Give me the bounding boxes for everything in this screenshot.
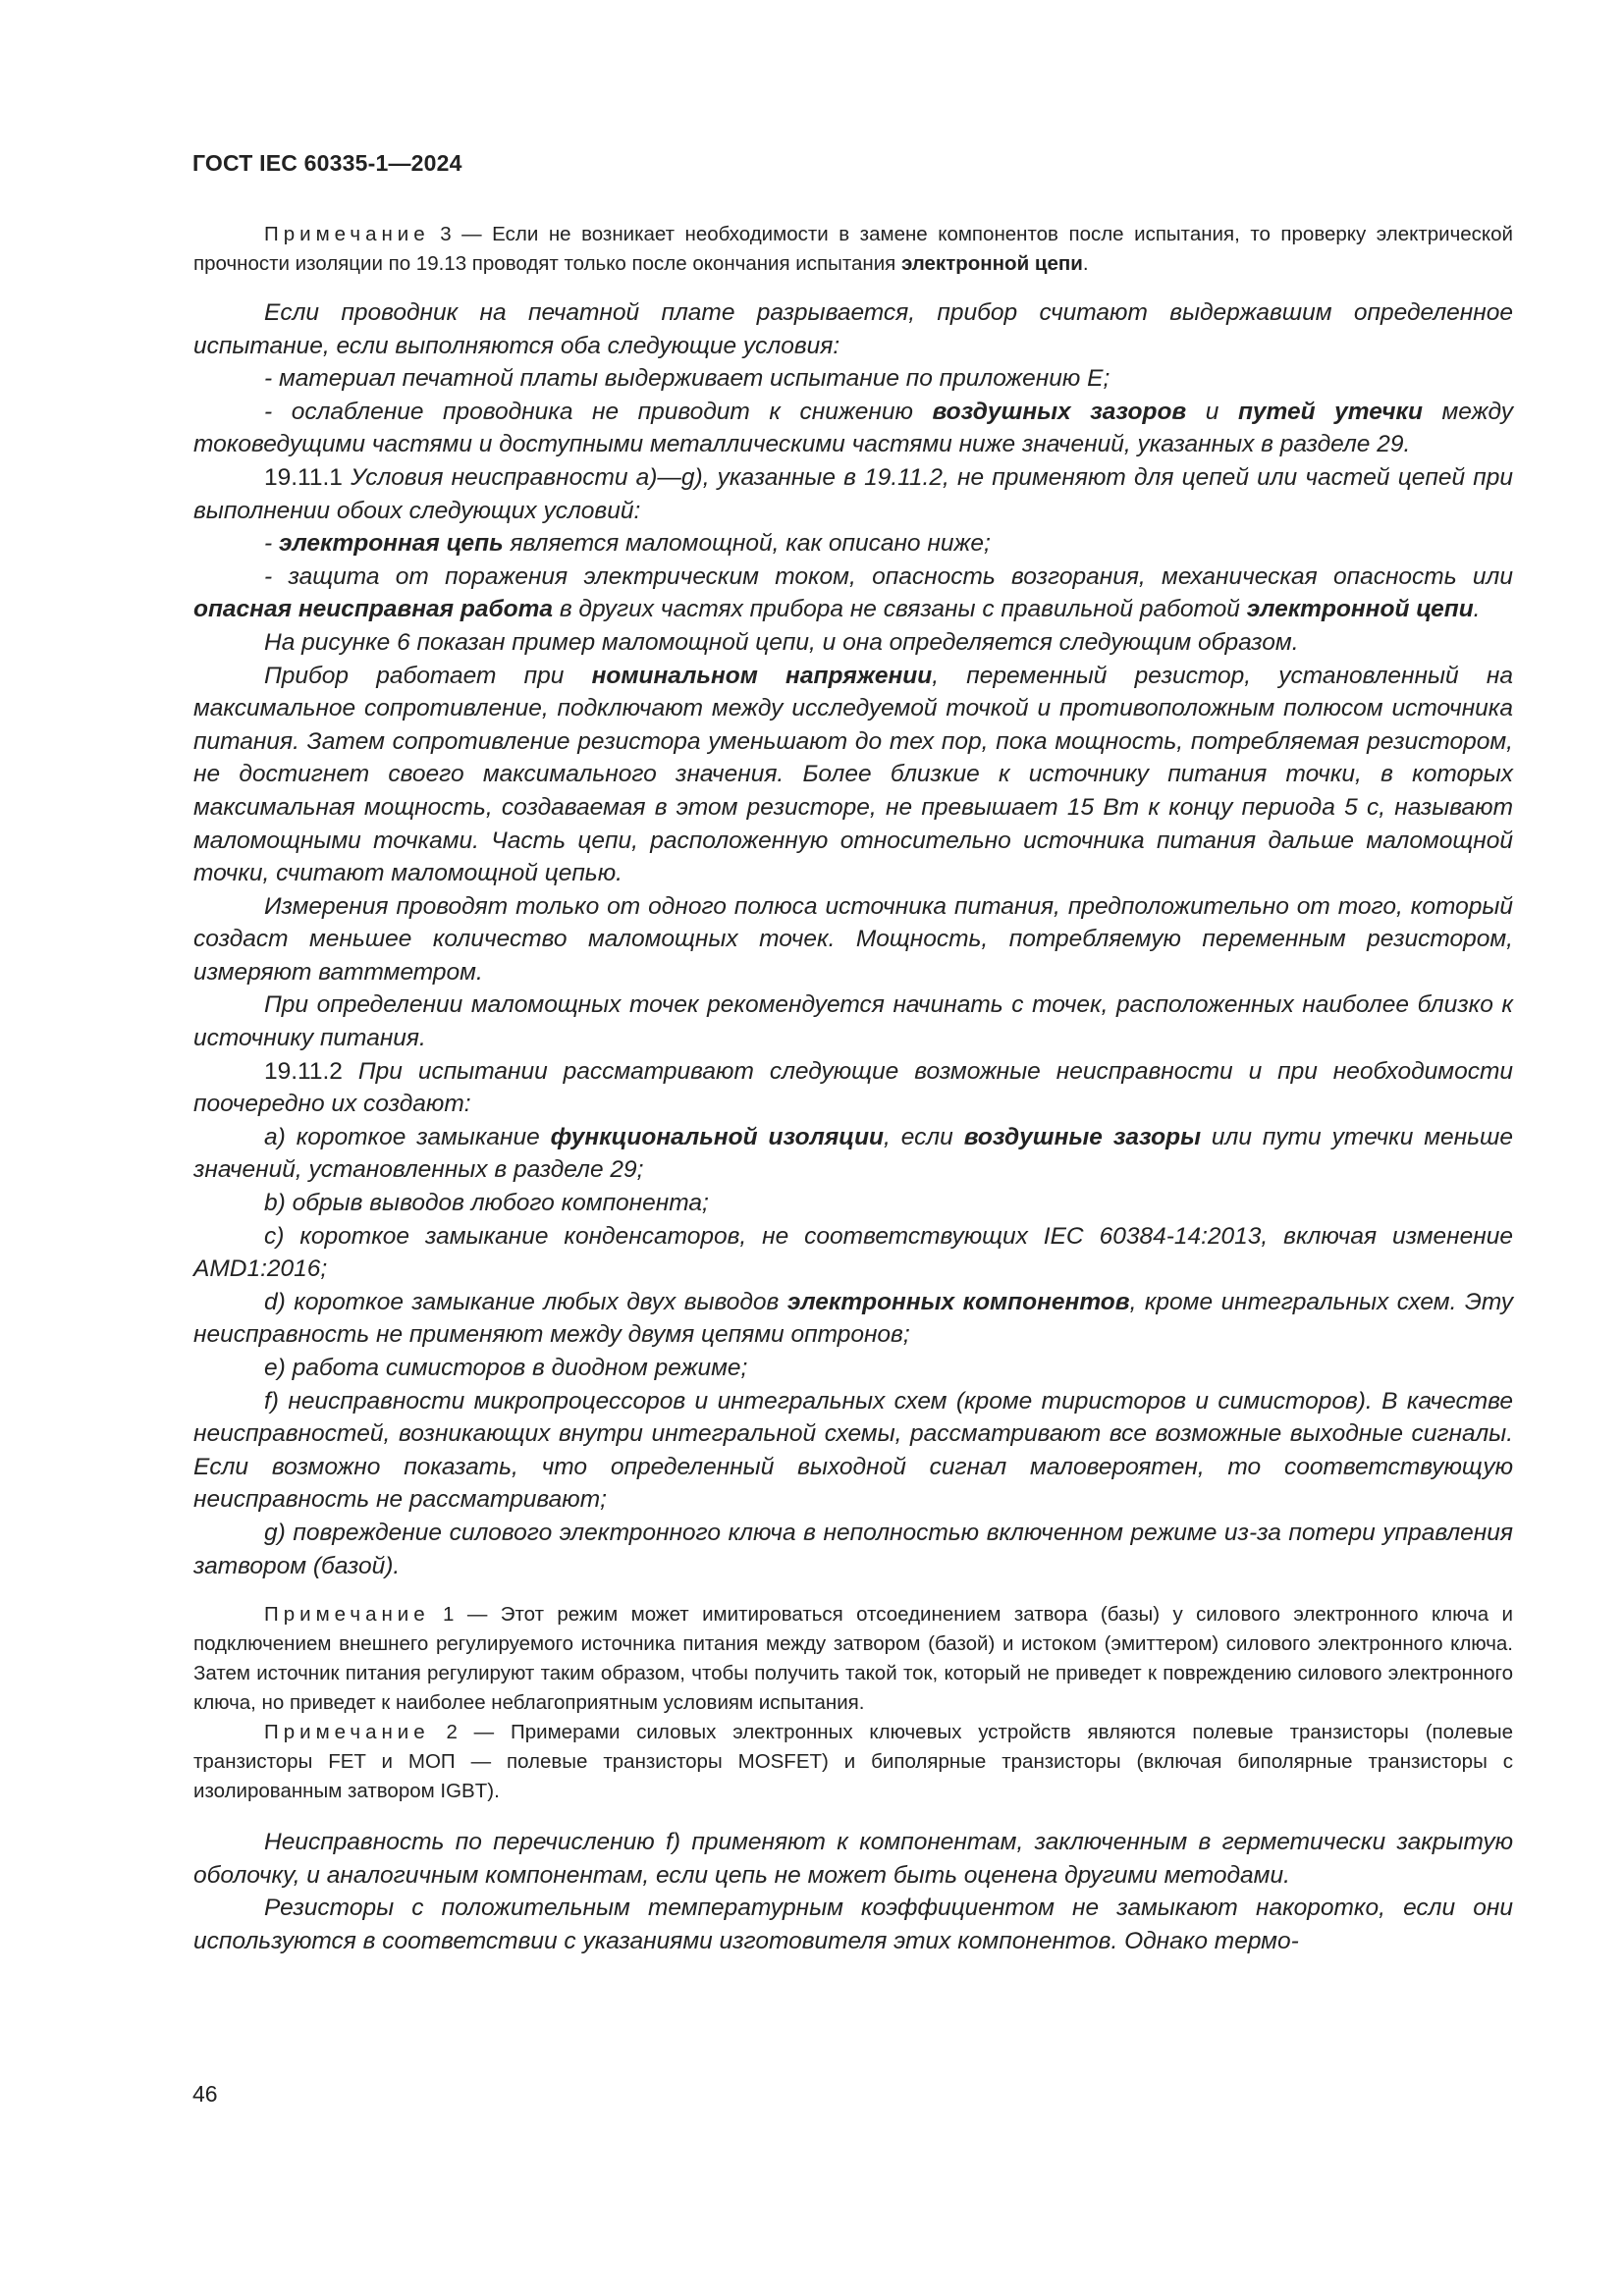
text-paragraph [193, 1892, 1513, 1957]
text-paragraph [193, 1121, 1513, 1187]
term-bold: электронной цепи [1246, 596, 1474, 623]
text-run: g) повреждение силового электронного ключа в неполностью включенном режиме из-за потери управления затвором (базой). [193, 1519, 1513, 1579]
text-run: c) короткое замыкание конденсаторов, не соответствующих IEC 60384-14:2013, включая изменение AMD1:2016; [193, 1222, 1513, 1283]
text-paragraph [193, 1826, 1513, 1892]
text-run: e) работа симисторов в диодном режиме; [264, 1355, 748, 1381]
text-paragraph [193, 362, 1513, 396]
note-paragraph [193, 1718, 1513, 1806]
text-run: Измерения проводят только от одного полюса источника питания, предположительно от того, который создаст меньшее количество маломощных точек. Мощность, потребляемую переменным резистором, измеряют ваттметром. [193, 892, 1513, 986]
text-run: При испытании рассматривают следующие возможные неисправности и при необходимости поочередно их создают: [193, 1057, 1513, 1118]
document-body [193, 220, 1513, 1958]
term-bold: воздушных зазоров [932, 398, 1187, 425]
term-bold: путей утечки [1237, 398, 1423, 425]
text-run: в других частях прибора не связаны с правильной работой [553, 596, 1247, 623]
text-run: - [264, 530, 279, 558]
document-header: ГОСТ IEC 60335-1—2024 [192, 150, 462, 176]
text-paragraph [193, 1517, 1513, 1582]
text-run: На рисунке 6 показан пример маломощной цепи, и она определяется следующим образом. [264, 628, 1299, 656]
text-paragraph [193, 296, 1513, 362]
term-bold: электронных компонентов [786, 1288, 1130, 1315]
term-bold: воздушные зазоры [963, 1123, 1202, 1150]
text-run: d) короткое замыкание любых двух выводов [264, 1288, 787, 1315]
term-bold: опасная неисправная работа [193, 596, 554, 623]
note-label: Примечание [264, 223, 430, 245]
text-paragraph [193, 1286, 1513, 1352]
text-run: , переменный резистор, установленный на максимальное сопротивление, подключают между исследуемой точкой и противоположным полюсом источника питания. Затем сопротивление резистора уменьшают до тех пор, пока мощность, потребляемая резистором, не достигнет своего максимального значения. Более близкие к источнику питания точки, в которых максимальная мощность, создаваемая в этом резисторе, не превышает 15 Вт к концу периода 5 с, называют маломощными точками. Часть цепи, расположенную относительно источника питания дальше маломощной точки, считают маломощной цепью. [193, 662, 1513, 887]
text-run: Резисторы с положительным температурным коэффициентом не замыкают накоротко, если они используются в соответствии с указаниями изготовителя этих компонентов. Однако термо- [193, 1895, 1513, 1954]
text-paragraph [193, 461, 1513, 527]
text-run: При определении маломощных точек рекомендуется начинать с точек, расположенных наиболее близко к источнику питания. [193, 991, 1513, 1052]
text-run: Прибор работает при [264, 662, 592, 689]
page-number: 46 [192, 2081, 218, 2107]
term-bold: функциональной изоляции [550, 1123, 885, 1150]
text-run: , кроме интегральных схем. Эту неисправность не применяют между двумя цепями оптронов; [193, 1288, 1513, 1349]
text-paragraph [193, 626, 1513, 660]
text-paragraph [193, 1385, 1513, 1517]
text-paragraph [193, 1220, 1513, 1286]
text-run: Если проводник на печатной плате разрывается, прибор считают выдержавшим определенное испытание, если выполняются оба следующие условия: [193, 299, 1513, 359]
text-paragraph [193, 988, 1513, 1054]
text-run: . [1473, 596, 1481, 623]
text-run: 19.11.1 [264, 463, 343, 491]
text-run: . [1082, 252, 1089, 275]
term-bold: электронной цепи [900, 252, 1083, 275]
text-run: - материал печатной платы выдерживает испытание по приложению E; [264, 365, 1110, 393]
text-run: является маломощной, как описано ниже; [503, 530, 991, 558]
note-label: Примечание [264, 1603, 430, 1627]
text-paragraph [193, 660, 1513, 890]
text-paragraph [193, 1352, 1513, 1385]
text-run: 2 — Примерами силовых электронных ключевых устройств являются полевые транзисторы (полевые транзисторы FET и МОП — полевые транзисторы MOSFET) и биполярные транзисторы (включая биполярные транзисторы с изолированным затвором IGBT). [193, 1721, 1513, 1803]
text-paragraph [193, 890, 1513, 989]
term-bold: электронная цепь [278, 530, 504, 558]
text-run: и [1186, 398, 1238, 425]
note-paragraph [193, 1600, 1513, 1718]
text-run: Условия неисправности a)—g), указанные в 19.11.2, не применяют для цепей или частей цепей при выполнении обоих следующих условий: [193, 463, 1513, 524]
text-run: b) обрыв выводов любого компонента; [264, 1190, 709, 1217]
text-run: f) неисправности микропроцессоров и интегральных схем (кроме тиристоров и симисторов). В качестве неисправностей, возникающих внутри интегральной схемы, рассматривают все возможные выходные сигналы. Если возможно показать, что определенный выходной сигнал маловероятен, то соответствующую неисправность не рассматривают; [193, 1387, 1513, 1514]
text-paragraph [193, 396, 1513, 461]
text-run: , если [884, 1123, 964, 1150]
text-paragraph [193, 561, 1513, 626]
text-run: - ослабление проводника не приводит к снижению [264, 398, 933, 425]
text-run: 3 — Если не возникает необходимости в замене компонентов после испытания, то проверку электрической прочности изоляции по 19.13 проводят только после окончания испытания [193, 223, 1513, 275]
text-run: 19.11.2 [264, 1057, 343, 1085]
text-run: между токоведущими частями и доступными металлическими частями ниже значений, указанных в разделе 29. [193, 398, 1514, 458]
text-paragraph [193, 1187, 1513, 1220]
text-run: 1 — Этот режим может имитироваться отсоединением затвора (базы) у силового электронного ключа и подключением внешнего регулируемого источника питания между затвором (базой) и истоком (эмиттером) силового электронного ключа. Затем источник питания регулируют таким образом, чтобы получить такой ток, который не приведет к повреждению силового электронного ключа, но приведет к наиболее неблагоприятным условиям испытания. [193, 1603, 1513, 1715]
text-paragraph [193, 1055, 1513, 1121]
text-run: или пути утечки меньше значений, установленных в разделе 29; [193, 1123, 1514, 1184]
term-bold: номинальном напряжении [591, 662, 933, 689]
text-run: Неисправность по перечислению f) применяют к компонентам, заключенным в герметически закрытую оболочку, и аналогичным компонентам, если цепь не может быть оценена другими методами. [193, 1829, 1513, 1889]
text-run: - защита от поражения электрическим током, опасность возгорания, механическая опасность или [264, 562, 1513, 590]
text-run: a) короткое замыкание [264, 1123, 551, 1150]
note-paragraph [193, 220, 1513, 279]
note-label: Примечание [264, 1721, 430, 1744]
text-paragraph [193, 527, 1513, 561]
